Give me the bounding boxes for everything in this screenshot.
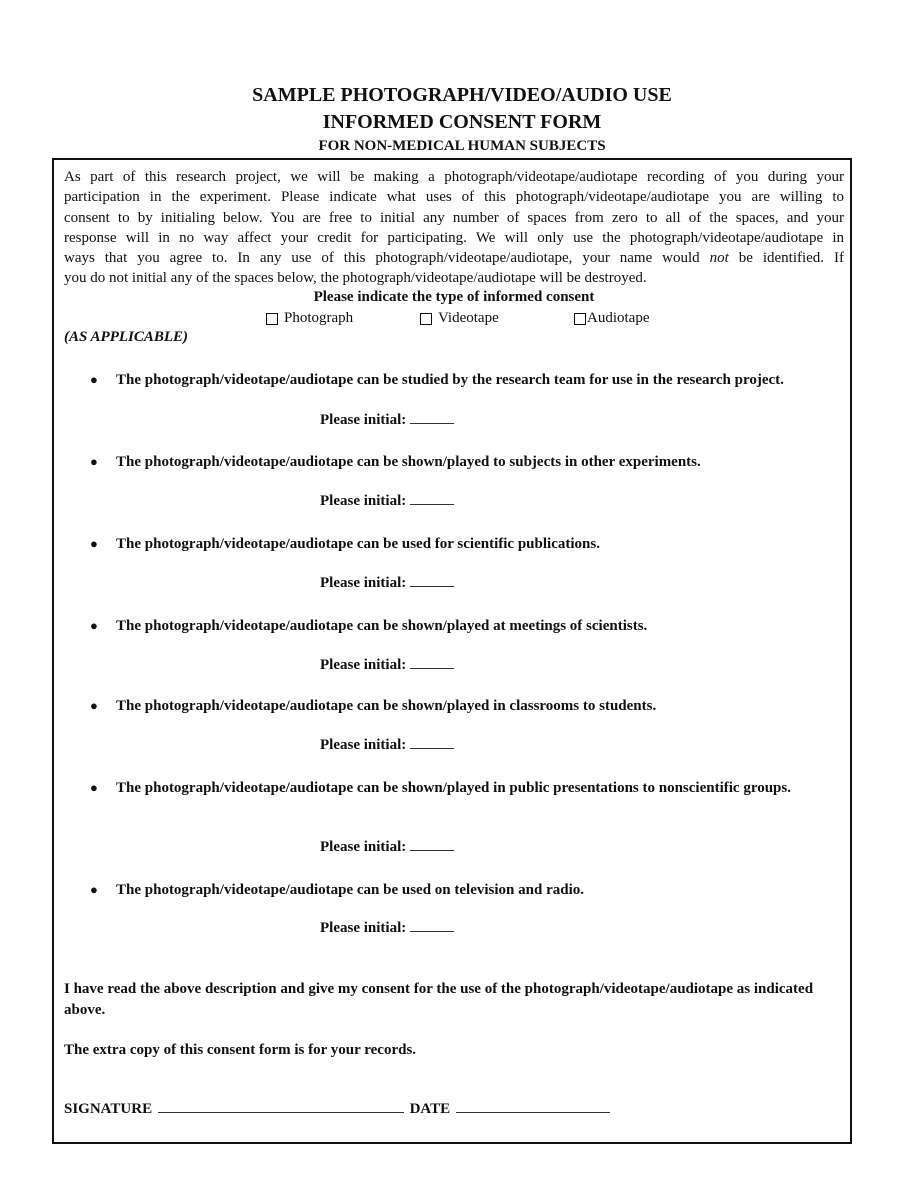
bullet-icon: ● bbox=[90, 372, 98, 387]
initial-field[interactable] bbox=[410, 411, 454, 424]
photograph-option-label: Photograph bbox=[284, 310, 354, 326]
audiotape-checkbox-option[interactable] bbox=[574, 310, 649, 327]
signature-row bbox=[64, 1100, 610, 1118]
initial-row bbox=[320, 919, 454, 937]
consent-statement: I have read the above description and give my consent for the use of the photograph/videotape/audiotape as indicated above. bbox=[64, 981, 814, 1018]
please-initial-label: Please initial: bbox=[320, 657, 407, 673]
as-applicable-note bbox=[64, 329, 188, 346]
item-text: The photograph/videotape/audiotape can be shown/played at meetings of scientists. bbox=[116, 618, 648, 634]
initial-row bbox=[320, 736, 454, 754]
bullet-icon: ● bbox=[90, 454, 98, 469]
audiotape-option-label: Audiotape bbox=[587, 310, 650, 326]
please-initial-label: Please initial: bbox=[320, 493, 407, 509]
please-initial-label: Please initial: bbox=[320, 920, 407, 936]
please-initial-label: Please initial: bbox=[320, 839, 407, 855]
initial-field[interactable] bbox=[410, 656, 454, 669]
form-subtitle: FOR NON-MEDICAL HUMAN SUBJECTS bbox=[318, 138, 606, 154]
videotape-option-label: Videotape bbox=[438, 310, 499, 326]
form-title-line-1: SAMPLE PHOTOGRAPH/VIDEO/AUDIO USE bbox=[252, 84, 672, 106]
extra-copy-note: The extra copy of this consent form is for your records. bbox=[64, 1042, 417, 1058]
initial-field[interactable] bbox=[410, 574, 454, 587]
initial-row bbox=[320, 492, 454, 510]
please-initial-label: Please initial: bbox=[320, 412, 407, 428]
bullet-icon: ● bbox=[90, 536, 98, 551]
signature-label: SIGNATURE bbox=[64, 1101, 153, 1117]
intro-line: you do not initial any of the spaces below, the photograph/videotape/audiotape will be destroyed. bbox=[64, 270, 647, 287]
intro-line-part: be identified. If bbox=[738, 250, 844, 267]
item-text: The photograph/videotape/audiotape can be used for scientific publications. bbox=[116, 536, 600, 552]
bullet-icon: ● bbox=[90, 698, 98, 713]
initial-row bbox=[320, 656, 454, 674]
bullet-icon: ● bbox=[90, 882, 98, 897]
item-text: The photograph/videotape/audiotape can be used on television and radio. bbox=[116, 882, 584, 898]
intro-line: As part of this research project, we will be making a photograph/videotape/audiotape recording of you during your bbox=[64, 169, 844, 185]
intro-line: participation in the experiment. Please indicate what uses of this photograph/videotape/audiotape you are willing to bbox=[64, 189, 844, 206]
consent-form-box bbox=[52, 158, 852, 1144]
intro-line: consent to by initialing below. You are free to initial any number of spaces from zero to all of the spaces, and your bbox=[64, 209, 844, 226]
intro-emphasis-not: not bbox=[709, 250, 729, 267]
item-text: The photograph/videotape/audiotape can be shown/played in public presentations to nonscientific groups. bbox=[116, 780, 791, 796]
initial-row bbox=[320, 574, 454, 592]
date-field[interactable] bbox=[456, 1100, 610, 1113]
intro-line bbox=[64, 248, 844, 268]
initial-row bbox=[320, 411, 454, 429]
date-label: DATE bbox=[409, 1101, 451, 1117]
initial-field[interactable] bbox=[410, 919, 454, 932]
initial-row bbox=[320, 838, 454, 856]
signature-field[interactable] bbox=[158, 1100, 404, 1113]
bullet-icon: ● bbox=[90, 780, 98, 795]
item-text: The photograph/videotape/audiotape can be studied by the research team for use in the research project. bbox=[116, 372, 784, 388]
bullet-icon: ● bbox=[90, 618, 98, 633]
item-text: The photograph/videotape/audiotape can be shown/played in classrooms to students. bbox=[116, 698, 657, 714]
please-initial-label: Please initial: bbox=[320, 575, 407, 591]
audiotape-checkbox[interactable] bbox=[574, 313, 586, 325]
videotape-checkbox[interactable] bbox=[420, 313, 432, 325]
videotape-checkbox-option[interactable] bbox=[420, 310, 499, 327]
initial-field[interactable] bbox=[410, 492, 454, 505]
photograph-checkbox[interactable] bbox=[266, 313, 278, 325]
initial-field[interactable] bbox=[410, 838, 454, 851]
intro-line-part: ways that you agree to. In any use of this photograph/videotape/audiotape, your name would bbox=[64, 250, 700, 267]
form-title-line-2: INFORMED CONSENT FORM bbox=[322, 111, 602, 133]
initial-field[interactable] bbox=[410, 736, 454, 749]
photograph-checkbox-option[interactable] bbox=[266, 310, 353, 327]
item-text: The photograph/videotape/audiotape can be shown/played to subjects in other experiments. bbox=[116, 454, 701, 470]
as-applicable-text: (AS APPLICABLE) bbox=[64, 329, 189, 345]
intro-paragraph bbox=[64, 167, 844, 289]
intro-line: response will in no way affect your credit for participating. We will only use the photograph/videotape/audiotape in bbox=[64, 229, 844, 246]
please-initial-label: Please initial: bbox=[320, 737, 407, 753]
consent-type-label: Please indicate the type of informed consent bbox=[313, 289, 595, 305]
